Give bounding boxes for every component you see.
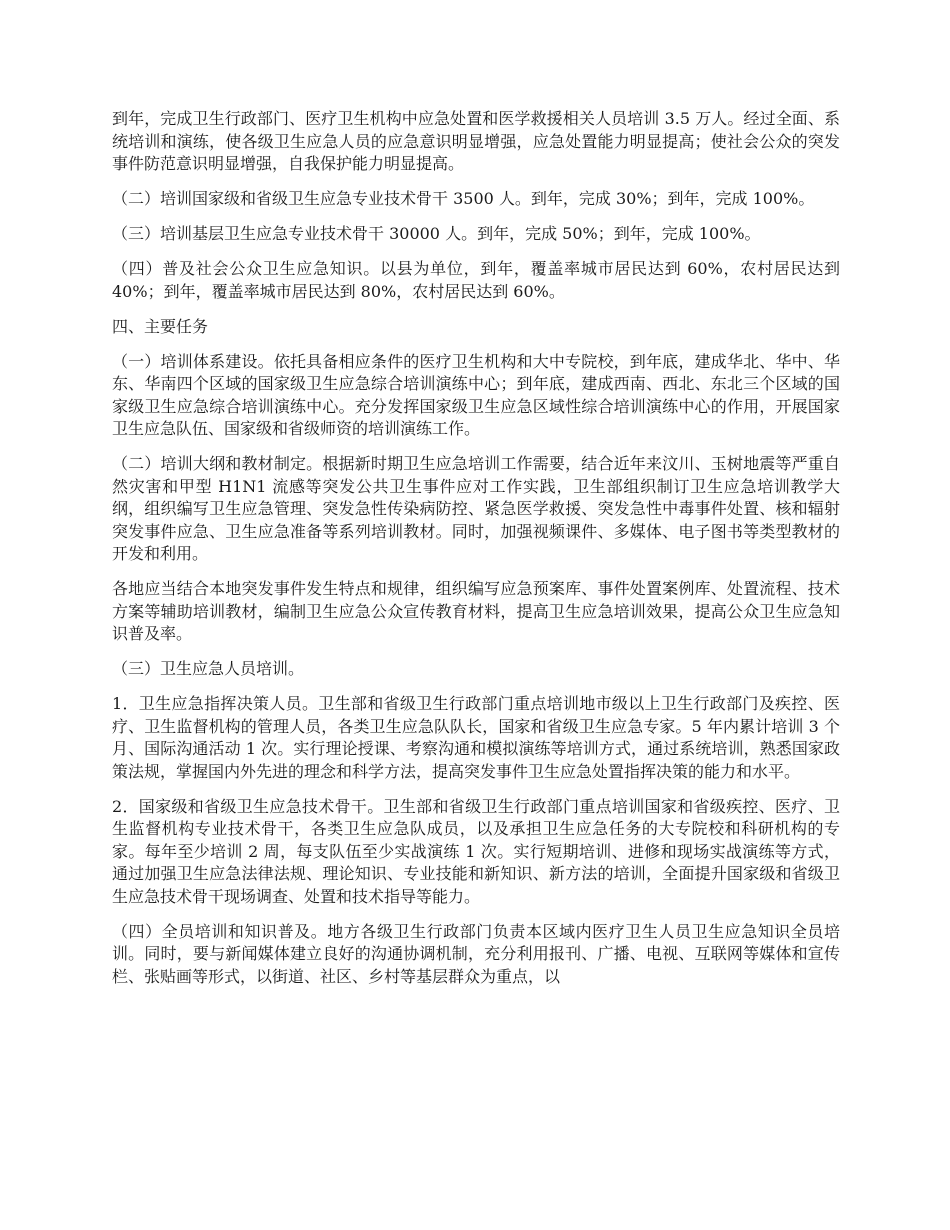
paragraph-goal-4: （四）普及社会公众卫生应急知识。以县为单位，到年，覆盖率城市居民达到 60%，农村居民达到 40%；到年，覆盖率城市居民达到 80%，农村居民达到 60%。 — [112, 259, 840, 301]
paragraph-task-4: （四）全员培训和知识普及。地方各级卫生行政部门负责本区域内医疗卫生人员卫生应急知识全员培训。同时，要与新闻媒体建立良好的沟通协调机制，充分利用报刊、广播、电视、互联网等媒体和宣传栏、张贴画等形式，以街道、社区、乡村等基层群众为重点，以 — [112, 921, 840, 986]
document-page — [112, 108, 840, 1001]
paragraph-task-2-local: 各地应当结合本地突发事件发生特点和规律，组织编写应急预案库、事件处置案例库、处置流程、技术方案等辅助培训教材，编制卫生应急公众宣传教育材料，提高卫生应急培训效果，提高公众卫生应急知识普及率。 — [112, 579, 840, 643]
paragraph-goal-2: （二）培训国家级和省级卫生应急专业技术骨干 3500 人。到年，完成 30%；到年，完成 100%。 — [112, 189, 815, 208]
section-heading-main-tasks: 四、主要任务 — [112, 316, 209, 336]
paragraph-task-3-item-1: 1．卫生应急指挥决策人员。卫生部和省级卫生行政部门重点培训地市级以上卫生行政部门及疾控、医疗、卫生监督机构的管理人员，各类卫生应急队队长，国家和省级卫生应急专家。5 年内累计培训 3 个月、国际沟通活动 1 次。实行理论授课、考察沟通和模拟演练等培训方式，通过系统培训，熟悉国家政策法规，掌握国内外先进的理念和科学方法，提高突发事件卫生应急处置指挥决策的能力和水平。 — [112, 694, 840, 781]
paragraph-task-1: （一）培训体系建设。依托具备相应条件的医疗卫生机构和大中专院校，到年底，建成华北、华中、华东、华南四个区域的国家级卫生应急综合培训演练中心；到年底，建成西南、西北、东北三个区域的国家级卫生应急综合培训演练中心。充分发挥国家级卫生应急区域性综合培训演练中心的作用，开展国家卫生应急队伍、国家级和省级师资的培训演练工作。 — [112, 351, 840, 438]
paragraph-training-goal-summary: 到年，完成卫生行政部门、医疗卫生机构中应急处置和医学救援相关人员培训 3.5 万人。经过全面、系统培训和演练，使各级卫生应急人员的应急意识明显增强，应急处置能力明显提高；使社会公众的突发事件防范意识明显增强，自我保护能力明显提高。 — [112, 109, 840, 173]
paragraph-task-2: （二）培训大纲和教材制定。根据新时期卫生应急培训工作需要，结合近年来汶川、玉树地震等严重自然灾害和甲型 H1N1 流感等突发公共卫生事件应对工作实践，卫生部组织制订卫生应急培训教学大纲，组织编写卫生应急管理、突发急性传染病防控、紧急医学救援、突发急性中毒事件处置、核和辐射突发事件应急、卫生应急准备等系列培训教材。同时，加强视频课件、多媒体、电子图书等类型教材的开发和利用。 — [112, 454, 840, 563]
paragraph-task-3-item-2: 2．国家级和省级卫生应急技术骨干。卫生部和省级卫生行政部门重点培训国家和省级疾控、医疗、卫生监督机构专业技术骨干，各类卫生应急队成员，以及承担卫生应急任务的大专院校和科研机构的专家。每年至少培训 2 周，每支队伍至少实战演练 1 次。实行短期培训、进修和现场实战演练等方式，通过加强卫生应急法律法规、理论知识、专业技能和新知识、新方法的培训，全面提升国家级和省级卫生应急技术骨干现场调查、处置和技术指导等能力。 — [112, 796, 840, 906]
paragraph-task-3: （三）卫生应急人员培训。 — [112, 659, 305, 678]
paragraph-goal-3: （三）培训基层卫生应急专业技术骨干 30000 人。到年，完成 50%；到年，完成 100%。 — [112, 224, 761, 243]
